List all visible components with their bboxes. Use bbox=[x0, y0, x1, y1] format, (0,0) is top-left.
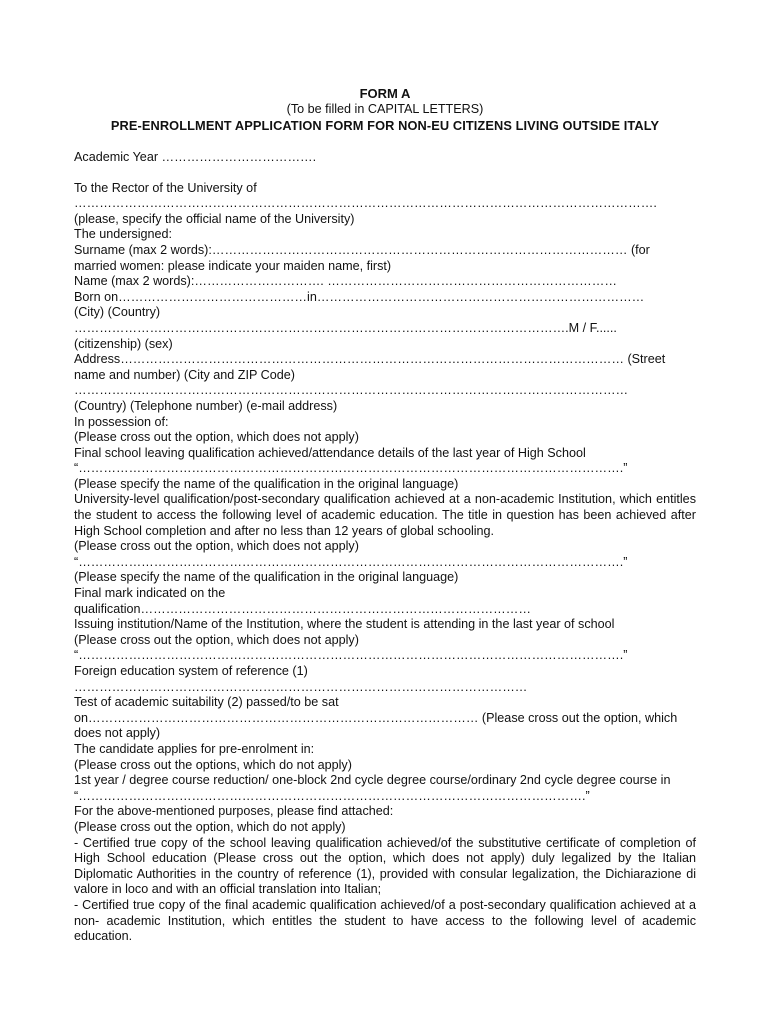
form-body bbox=[74, 150, 700, 945]
contact-field: …………………………………………………………………………………………………………………… bbox=[74, 383, 629, 398]
academic-year-field: Academic Year ………………………………. bbox=[74, 150, 317, 164]
form-label: FORM A bbox=[359, 86, 411, 101]
cross-out-note: (Please cross out the option, which does not apply) bbox=[74, 539, 359, 554]
education-system-field: ……………………………………………………………………………………………… bbox=[74, 679, 528, 694]
rector-line: To the Rector of the University of bbox=[74, 180, 257, 195]
form-title: PRE-ENROLLMENT APPLICATION FORM FOR NON-EU CITIZENS LIVING OUTSIDE ITALY bbox=[110, 118, 660, 133]
cross-out-note: (Please cross out the option, which does not apply) bbox=[74, 430, 359, 445]
contact-hint: (Country) (Telephone number) (e-mail address) bbox=[74, 398, 338, 413]
applies-for-label: The candidate applies for pre-enrolment in: bbox=[74, 741, 315, 756]
surname-hint: married women: please indicate your maiden name, first) bbox=[74, 258, 392, 273]
undersigned-label: The undersigned: bbox=[74, 227, 173, 242]
citizenship-sex-hint: (citizenship) (sex) bbox=[74, 336, 173, 351]
surname-field: Surname (max 2 words):……………………………………………………………………………………… (for bbox=[74, 242, 650, 257]
capital-letters-note: (To be filled in CAPITAL LETTERS) bbox=[286, 102, 484, 116]
final-mark-field: qualification………………………………………………………………………………… bbox=[74, 601, 531, 616]
school-qualification-line: Final school leaving qualification achieved/attendance details of the last year of High School bbox=[74, 445, 586, 460]
school-qualification-field: “………………………………………………………………………………………………………………….” bbox=[74, 461, 628, 476]
cross-out-note: (Please cross out the option, which do not apply) bbox=[74, 819, 346, 834]
name-field: Name (max 2 words):…………………………. …………………………………………………………… bbox=[74, 274, 617, 289]
suitability-test-label: Test of academic suitability (2) passed/to be sat bbox=[74, 695, 339, 710]
university-qualification-paragraph: University-level qualification/post-secondary qualification achieved at a non-academic Institution, which entitles the student to access the following level of academic education. The title in question has been achieved after High School completion and after no less than 12 years of global schooling. bbox=[74, 492, 700, 538]
final-mark-label: Final mark indicated on the bbox=[74, 586, 226, 601]
birth-field: Born on………………………………………in…………………………………………………………………… bbox=[74, 289, 645, 304]
university-name-field: …………………………………………………………………………………………………………………………. bbox=[74, 196, 657, 211]
address-hint: name and number) (City and ZIP Code) bbox=[74, 367, 295, 382]
suitability-test-field: on………………………………………………………………………………… (Please cross out the option, which does not apply) bbox=[74, 710, 681, 741]
citizenship-sex-field: ……………………………………………………………………………………………………….M / F...... bbox=[74, 320, 617, 335]
qualification-language-hint: (Please specify the name of the qualification in the original language) bbox=[74, 570, 459, 585]
possession-label: In possession of: bbox=[74, 414, 169, 429]
issuing-institution-field: “………………………………………………………………………………………………………………….” bbox=[74, 648, 628, 663]
university-name-hint: (please, specify the official name of the University) bbox=[74, 211, 355, 226]
attachment-school-certificate: - Certified true copy of the school leaving qualification achieved/of the substitutive certificate of completion of High School education (Please cross out the option, which does not apply) duly legalized by the Italian Diplomatic Authorities in the country of reference (1), provided with consular legalization, the Dichiarazione di valore in loco and with an official translation into Italian; bbox=[74, 835, 700, 897]
course-type-paragraph: 1st year / degree course reduction/ one-block 2nd cycle degree course/ordinary 2nd cycle degree course in “………………………………………………………………………………………………………….” bbox=[74, 773, 674, 803]
education-system-label: Foreign education system of reference (1) bbox=[74, 664, 308, 678]
university-qualification-field: “………………………………………………………………………………………………………………….” bbox=[74, 554, 628, 569]
birth-hint: (City) (Country) bbox=[74, 305, 161, 320]
attachments-label: For the above-mentioned purposes, please find attached: bbox=[74, 804, 394, 819]
qualification-language-hint: (Please specify the name of the qualification in the original language) bbox=[74, 476, 459, 491]
issuing-institution-line: Issuing institution/Name of the Institution, where the student is attending in the last year of school bbox=[74, 617, 615, 632]
address-field: Address………………………………………………………………………………………………………… (Street bbox=[74, 352, 666, 367]
cross-out-options-note: (Please cross out the options, which do not apply) bbox=[74, 757, 352, 772]
cross-out-note: (Please cross out the option, which does not apply) bbox=[74, 632, 359, 647]
attachment-academic-qualification: - Certified true copy of the final academic qualification achieved/of a post-secondary qualification achieved at a non- academic Institution, which entitles the student to have access to the following level of academic education. bbox=[74, 897, 700, 944]
